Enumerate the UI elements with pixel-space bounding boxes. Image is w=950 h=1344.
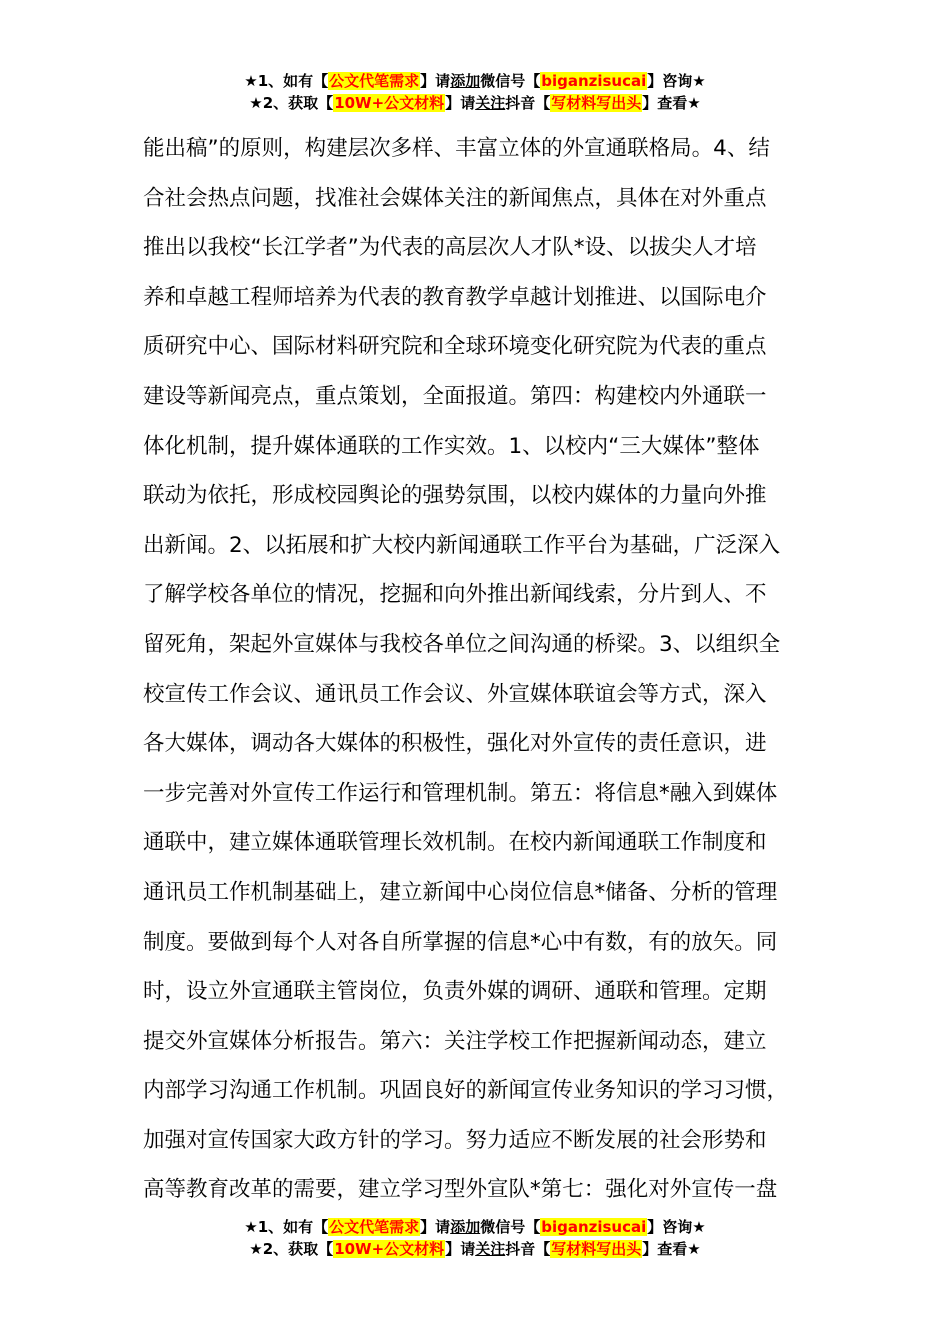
banner-text: 抖音【 [505, 1240, 551, 1258]
banner-text: 】咨询★ [647, 1218, 706, 1236]
banner-text: 】请 [420, 1218, 451, 1236]
body-line: 制度。要做到每个人对各自所掌握的信息*心中有数，有的放矢。同 [143, 929, 778, 955]
document-body [143, 124, 823, 1215]
banner-underlined-text: 添加 [450, 72, 481, 90]
banner-text: 】查看★ [642, 94, 701, 112]
body-line: 联动为依托，形成校园舆论的强势氛围，以校内媒体的力量向外推 [143, 483, 767, 509]
body-line: 推出以我校“长江学者”为代表的高层次人才队*设、以拔尖人才培 [143, 235, 757, 261]
banner-highlight: biganzisucai [541, 1218, 647, 1236]
banner-text: ★1、如有【 [244, 1218, 329, 1236]
banner-highlight: 公文代笔需求 [329, 72, 420, 90]
body-line: 内部学习沟通工作机制。巩固良好的新闻宣传业务知识的学习习惯， [143, 1078, 789, 1104]
body-line: 建设等新闻亮点，重点策划，全面报道。第四：构建校内外通联一 [143, 383, 767, 409]
body-line: 时，设立外宣通联主管岗位，负责外媒的调研、通联和管理。定期 [143, 979, 767, 1005]
banner-line-2 [0, 92, 950, 114]
banner-underlined-text: 关注 [475, 94, 506, 112]
body-line: 出新闻。2、以拓展和扩大校内新闻通联工作平台为基础，广泛深入 [143, 532, 781, 558]
banner-text: ★2、获取【 [249, 94, 334, 112]
banner-text: 】请 [420, 72, 451, 90]
banner-highlight: 写材料写出头 [551, 1240, 642, 1258]
body-line: 各大媒体，调动各大媒体的积极性，强化对外宣传的责任意识，进 [143, 731, 767, 757]
body-line: 通讯员工作机制基础上，建立新闻中心岗位信息*储备、分析的管理 [143, 879, 778, 905]
banner-text: ★2、获取【 [249, 1240, 334, 1258]
banner-text: 】请 [445, 94, 476, 112]
banner-text: ★1、如有【 [244, 72, 329, 90]
banner-underlined-text: 添加 [450, 1218, 481, 1236]
banner-underlined-text: 关注 [475, 1240, 506, 1258]
banner-text: 】请 [445, 1240, 476, 1258]
body-line: 通联中，建立媒体通联管理长效机制。在校内新闻通联工作制度和 [143, 830, 767, 856]
banner-text: 微信号【 [480, 1218, 541, 1236]
body-line: 养和卓越工程师培养为代表的教育教学卓越计划推进、以国际电介 [143, 284, 767, 310]
body-line: 质研究中心、国际材料研究院和全球环境变化研究院为代表的重点 [143, 334, 767, 360]
header-banner [0, 70, 950, 114]
body-line: 校宣传工作会议、通讯员工作会议、外宣媒体联谊会等方式，深入 [143, 681, 767, 707]
footer-banner [0, 1216, 950, 1260]
banner-line-1 [0, 70, 950, 92]
body-line: 合社会热点问题，找准社会媒体关注的新闻焦点，具体在对外重点 [143, 185, 767, 211]
body-line: 加强对宣传国家大政方针的学习。努力适应不断发展的社会形势和 [143, 1127, 767, 1153]
banner-text: 】咨询★ [647, 72, 706, 90]
banner-line-1 [0, 1216, 950, 1238]
banner-highlight: 10W+公文材料 [334, 1240, 445, 1258]
body-line: 留死角，架起外宣媒体与我校各单位之间沟通的桥梁。3、以组织全 [143, 631, 781, 657]
banner-highlight: 公文代笔需求 [329, 1218, 420, 1236]
banner-line-2 [0, 1238, 950, 1260]
body-line: 体化机制，提升媒体通联的工作实效。1、以校内“三大媒体”整体 [143, 433, 760, 459]
banner-highlight: 写材料写出头 [551, 94, 642, 112]
body-line: 能出稿”的原则，构建层次多样、丰富立体的外宣通联格局。4、结 [143, 136, 770, 161]
body-line: 了解学校各单位的情况，挖掘和向外推出新闻线索，分片到人、不 [143, 582, 767, 608]
body-line: 一步完善对外宣传工作运行和管理机制。第五：将信息*融入到媒体 [143, 780, 778, 806]
banner-text: 抖音【 [505, 94, 551, 112]
body-line: 提交外宣媒体分析报告。第六：关注学校工作把握新闻动态，建立 [143, 1028, 767, 1054]
banner-highlight: 10W+公文材料 [334, 94, 445, 112]
banner-highlight: biganzisucai [541, 72, 647, 90]
body-line: 高等教育改革的需要，建立学习型外宣队*第七：强化对外宣传一盘 [143, 1177, 778, 1203]
banner-text: 微信号【 [480, 72, 541, 90]
banner-text: 】查看★ [642, 1240, 701, 1258]
